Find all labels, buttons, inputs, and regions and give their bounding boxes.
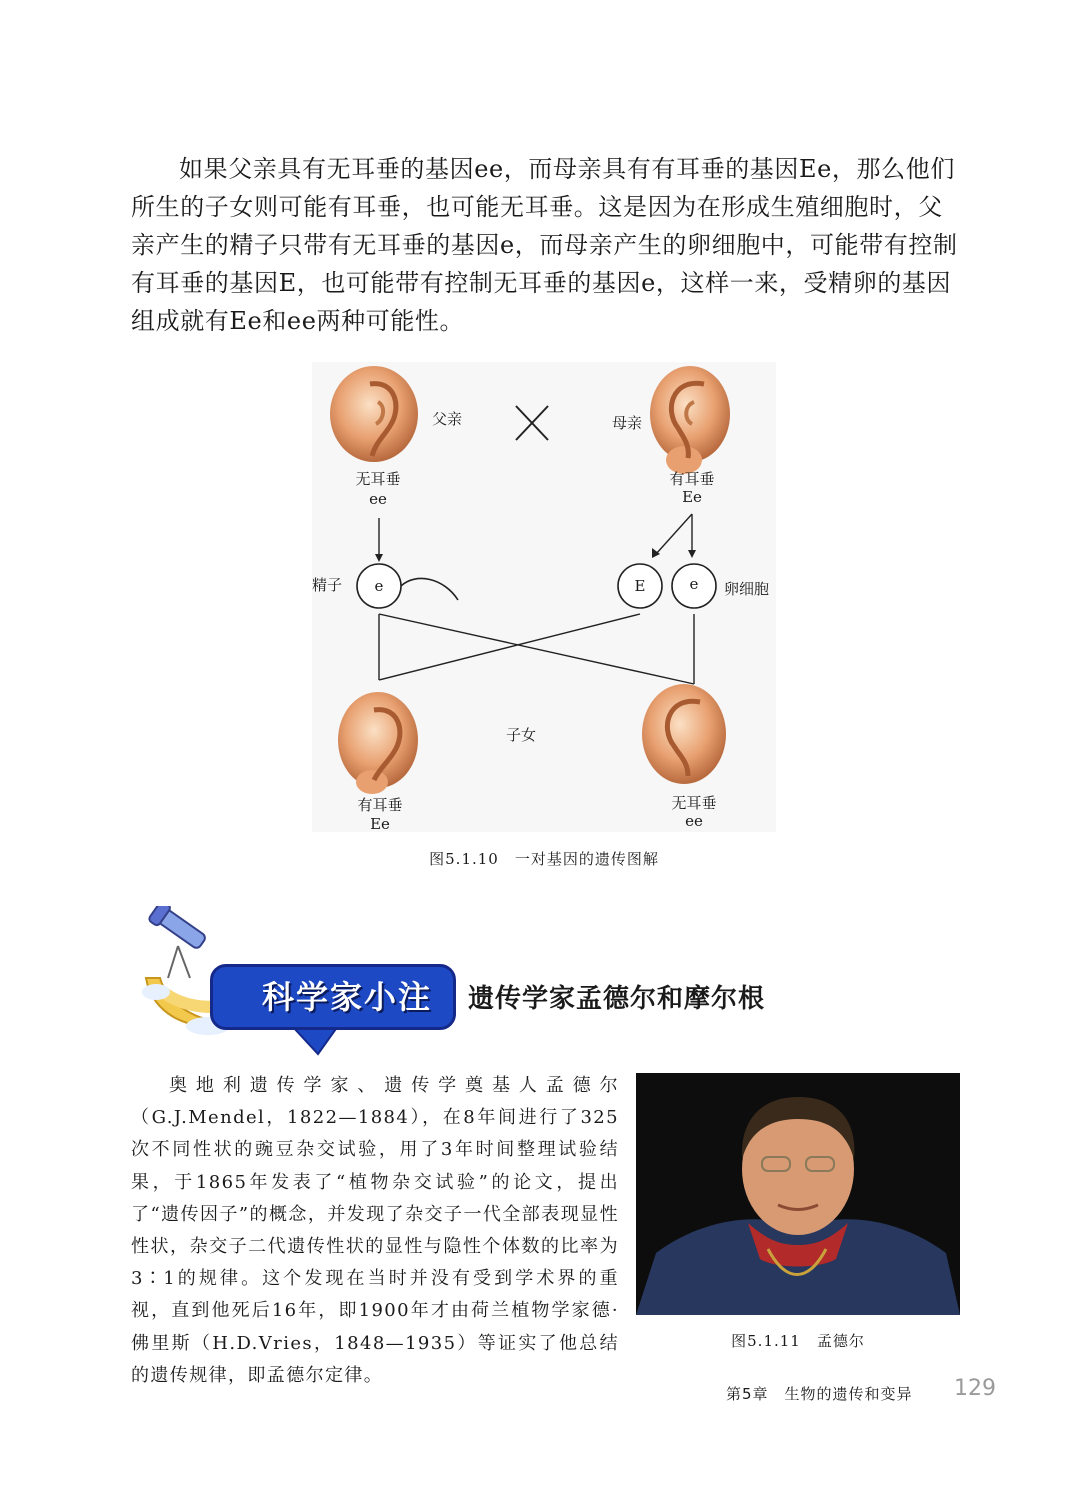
children-label: 子女 <box>506 726 537 744</box>
page-number: 129 <box>954 1376 996 1401</box>
mendel-portrait-image <box>636 1073 960 1315</box>
father-genotype: ee <box>369 490 387 508</box>
father-label: 父亲 <box>432 410 463 428</box>
mendel-paragraph: 奥地利遗传学家、遗传学奠基人孟德尔（G.J.Mendel，1822—1884），在8年间进行了325次不同性状的豌豆杂交试验，用了3年时间整理试验结果，于1865年发表了“植物杂交试验”的论文，提出了“遗传因子”的概念，并发现了杂交子一代全部表现显性性状，杂交子二代遗传性状的显性与隐性个体数的比率为3∶1的规律。这个发现在当时并没有受到学术界的重视，直到他死后16年，即1900年才由荷兰植物学家德·佛里斯（H.D.Vries，1848—1935）等证实了他总结的遗传规律，即孟德尔定律。 <box>131 1075 619 1386</box>
sperm-allele: e <box>374 577 384 595</box>
child1-genotype: Ee <box>370 815 390 833</box>
chapter-footer: 第5章 生物的遗传和变异 <box>726 1385 913 1403</box>
section-title: 遗传学家孟德尔和摩尔根 <box>468 984 766 1014</box>
mother-ear-icon <box>650 366 730 474</box>
mother-label: 母亲 <box>612 414 643 432</box>
portrait-caption: 图5.1.11 孟德尔 <box>731 1332 865 1350</box>
main-paragraph: 如果父亲具有无耳垂的基因ee，而母亲具有有耳垂的基因Ee，那么他们所生的子女则可能有耳垂，也可能无耳垂。这是因为在形成生殖细胞时，父亲产生的精子只带有无耳垂的基因e，而母亲产生的卵细胞中，可能带有控制有耳垂的基因E，也可能带有控制无耳垂的基因e，这样一来，受精卵的基因组成就有Ee和ee两种可能性。 <box>131 155 958 335</box>
child1-ear-icon <box>338 692 418 794</box>
inheritance-diagram <box>312 362 776 832</box>
sperm-label: 精子 <box>312 576 343 594</box>
figure-caption: 图5.1.10 一对基因的遗传图解 <box>429 850 659 868</box>
child2-genotype: ee <box>685 812 703 830</box>
egg-label: 卵细胞 <box>724 580 770 598</box>
mother-trait: 有耳垂 <box>669 470 715 488</box>
father-trait: 无耳垂 <box>355 470 401 488</box>
egg-allele-2: e <box>689 575 699 593</box>
child2-ear-icon <box>642 684 726 784</box>
child2-trait: 无耳垂 <box>671 794 717 812</box>
father-ear-icon <box>330 366 418 462</box>
mendel-portrait <box>636 1073 960 1315</box>
child1-trait: 有耳垂 <box>357 796 403 814</box>
diagram-lines <box>312 362 776 832</box>
mother-genotype: Ee <box>682 488 702 506</box>
egg-allele-1: E <box>634 577 646 595</box>
banner-label: 科学家小注 <box>262 978 433 1016</box>
